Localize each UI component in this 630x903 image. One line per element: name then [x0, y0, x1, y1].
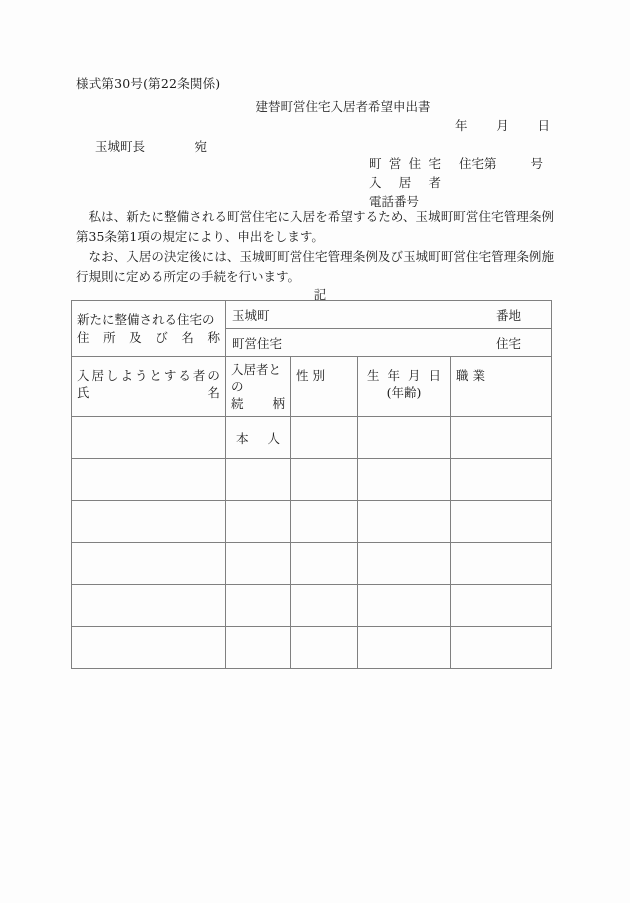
cell-relationship[interactable] — [226, 417, 291, 459]
col-header-relationship — [226, 357, 291, 417]
cell-dob[interactable] — [358, 585, 451, 627]
name-header-char-9: 者 — [192, 367, 206, 383]
cell-relationship-value — [226, 520, 290, 524]
address-header-char-6: 称 — [207, 329, 220, 345]
address-header-char-3: 及 — [129, 329, 142, 345]
dob-header-char-3: 月 — [407, 367, 421, 383]
cell-gender[interactable] — [291, 543, 358, 585]
cell-occupation[interactable] — [451, 627, 552, 669]
housing-label — [369, 154, 441, 172]
relationship-nin: 人 — [267, 430, 280, 446]
cell-name-value — [72, 436, 225, 440]
cell-relationship[interactable] — [226, 585, 291, 627]
address-header-char-2: 所 — [103, 329, 116, 345]
cell-dob[interactable] — [358, 417, 451, 459]
cell-gender[interactable] — [291, 585, 358, 627]
address-town-label: 玉城町 — [232, 307, 270, 323]
dob-header-line2: (年齢) — [386, 384, 422, 400]
housing-label-char-3: 住 — [408, 156, 422, 171]
col-header-dob — [358, 357, 451, 417]
cell-gender[interactable] — [291, 501, 358, 543]
cell-gender-value — [291, 562, 357, 566]
cell-relationship-value — [226, 604, 290, 608]
application-table — [71, 300, 552, 669]
cell-relationship-value — [226, 646, 290, 650]
cell-occupation[interactable] — [451, 543, 552, 585]
resident-label-char-1: 入 — [369, 175, 382, 190]
name-header-line2 — [77, 384, 220, 401]
name-header-char-2: 居 — [91, 367, 104, 383]
phone-label: 電話番号 — [369, 194, 420, 209]
cell-relationship-value — [226, 429, 290, 447]
address-banchi-label: 番地 — [496, 307, 522, 323]
cell-dob[interactable] — [358, 543, 451, 585]
housing-suffix-label: 住宅 — [496, 335, 522, 351]
cell-dob[interactable] — [358, 459, 451, 501]
cell-dob-value — [358, 646, 450, 650]
body-text — [76, 207, 554, 287]
table-header-row — [72, 357, 552, 417]
cell-relationship[interactable] — [226, 459, 291, 501]
cell-name-value — [72, 478, 225, 482]
housing-number-prefix: 住宅第 — [459, 156, 497, 171]
ki-marker: 記 — [313, 287, 327, 302]
municipal-housing-label: 町営住宅 — [232, 335, 283, 351]
cell-dob-value — [358, 478, 450, 482]
housing-number-line — [441, 154, 543, 172]
applicant-identity-block — [369, 154, 543, 211]
name-header-shi: 氏 — [77, 384, 90, 400]
cell-name-value — [72, 520, 225, 524]
name-header-char-8: る — [178, 367, 191, 383]
cell-occupation[interactable] — [451, 501, 552, 543]
form-number: 様式第30号(第22条関係) — [76, 76, 221, 91]
identity-row-housing — [369, 154, 543, 173]
address-header-char-4: び — [155, 329, 168, 345]
addressee-name: 玉城町長 — [95, 139, 146, 154]
cell-name[interactable] — [72, 585, 226, 627]
cell-occupation[interactable] — [451, 459, 552, 501]
cell-name[interactable] — [72, 627, 226, 669]
name-header-char-3: し — [105, 367, 119, 383]
cell-dob-value — [358, 436, 450, 440]
housing-number-suffix: 号 — [530, 156, 543, 171]
cell-relationship-value — [226, 478, 290, 482]
cell-name-value — [72, 604, 225, 608]
cell-gender[interactable] — [291, 627, 358, 669]
housing-label-char-4: 宅 — [428, 156, 441, 171]
name-header-mei: 名 — [207, 384, 220, 400]
cell-name[interactable] — [72, 501, 226, 543]
cell-dob[interactable] — [358, 501, 451, 543]
relationship-header-line2 — [231, 395, 285, 412]
cell-relationship[interactable] — [226, 627, 291, 669]
date-month-label: 月 — [496, 118, 509, 133]
address-header-cell — [72, 301, 226, 357]
cell-dob-value — [358, 604, 450, 608]
cell-name[interactable] — [72, 543, 226, 585]
relationship-hon: 本 — [236, 430, 249, 446]
address-header-line2 — [77, 329, 220, 347]
address-header-char-5: 名 — [181, 329, 194, 345]
address-header-line1: 新たに整備される住宅の — [77, 311, 215, 327]
cell-name-value — [72, 646, 225, 650]
col-header-gender — [291, 357, 358, 417]
addressee — [95, 137, 207, 155]
col-header-name — [72, 357, 226, 417]
address-value-2 — [226, 329, 551, 356]
dob-header-char-1: 生 — [367, 367, 380, 383]
cell-gender-value — [291, 520, 357, 524]
cell-occupation-value — [451, 520, 551, 524]
gender-header-sei: 性 — [296, 367, 309, 383]
resident-label-char-2: 居 — [398, 175, 412, 190]
cell-name-value — [72, 562, 225, 566]
table-row — [72, 501, 552, 543]
cell-gender-value — [291, 478, 357, 482]
cell-gender[interactable] — [291, 459, 358, 501]
table-row — [72, 627, 552, 669]
resident-label-char-3: 者 — [428, 175, 441, 190]
table-row-address-1 — [72, 301, 552, 329]
table-row — [72, 543, 552, 585]
cell-occupation[interactable] — [451, 417, 552, 459]
cell-occupation-value — [451, 436, 551, 440]
housing-label-char-2: 営 — [388, 156, 402, 171]
housing-label-char-1: 町 — [369, 156, 382, 171]
table-row — [72, 459, 552, 501]
name-header-char-10: の — [207, 367, 220, 383]
document-title: 建替町営住宅入居者希望申出書 — [255, 99, 431, 114]
date-line — [455, 116, 550, 134]
cell-occupation[interactable] — [451, 585, 552, 627]
name-header-char-6: と — [149, 367, 162, 383]
cell-name[interactable] — [72, 417, 226, 459]
gender-header-betsu: 別 — [312, 367, 326, 383]
name-header-line1 — [77, 367, 220, 384]
cell-dob-value — [358, 520, 450, 524]
cell-dob[interactable] — [358, 627, 451, 669]
relationship-header-gara: 柄 — [272, 396, 285, 411]
cell-dob-value — [358, 562, 450, 566]
address-header-text — [72, 307, 225, 351]
cell-occupation-value — [451, 604, 551, 608]
occupation-header-shoku: 職 — [456, 367, 469, 383]
name-header-char-4: よ — [120, 367, 133, 383]
date-year-label: 年 — [455, 118, 468, 133]
cell-occupation-value — [451, 478, 551, 482]
name-header-char-7: す — [163, 367, 177, 383]
paragraph-2: なお、入居の決定後には、玉城町町営住宅管理条例及び玉城町町営住宅管理条例施行規則に定める所定の手続を行います。 — [76, 249, 554, 284]
dob-header-line1 — [363, 367, 445, 384]
addressee-suffix: 宛 — [194, 139, 207, 154]
table-row — [72, 585, 552, 627]
table-row — [72, 417, 552, 459]
resident-label — [369, 173, 441, 191]
cell-occupation-value — [451, 562, 551, 566]
cell-gender-value — [291, 604, 357, 608]
dob-header-char-4: 日 — [428, 367, 441, 383]
identity-row-resident — [369, 173, 543, 192]
cell-relationship-value — [226, 562, 290, 566]
address-value-1 — [226, 301, 551, 328]
relationship-header-line1: 入居者との — [231, 362, 282, 394]
address-header-char-1: 住 — [77, 329, 90, 345]
occupation-header-gyo: 業 — [472, 367, 486, 383]
address-value-cell-1[interactable] — [226, 301, 552, 329]
cell-gender-value — [291, 646, 357, 650]
name-header-char-1: 入 — [77, 367, 90, 383]
address-value-cell-2[interactable] — [226, 329, 552, 357]
dob-header-char-2: 年 — [387, 367, 400, 383]
cell-gender[interactable] — [291, 417, 358, 459]
cell-relationship[interactable] — [226, 501, 291, 543]
cell-name[interactable] — [72, 459, 226, 501]
cell-gender-value — [291, 436, 357, 440]
cell-occupation-value — [451, 646, 551, 650]
cell-relationship[interactable] — [226, 543, 291, 585]
col-header-occupation — [451, 357, 552, 417]
name-header-char-5: う — [134, 367, 148, 383]
paragraph-1: 私は、新たに整備される町営住宅に入居を希望するため、玉城町町営住宅管理条例第35条第1項の規定により、申出をします。 — [76, 209, 554, 244]
date-day-label: 日 — [537, 118, 550, 133]
relationship-header-zoku: 続 — [231, 396, 244, 411]
